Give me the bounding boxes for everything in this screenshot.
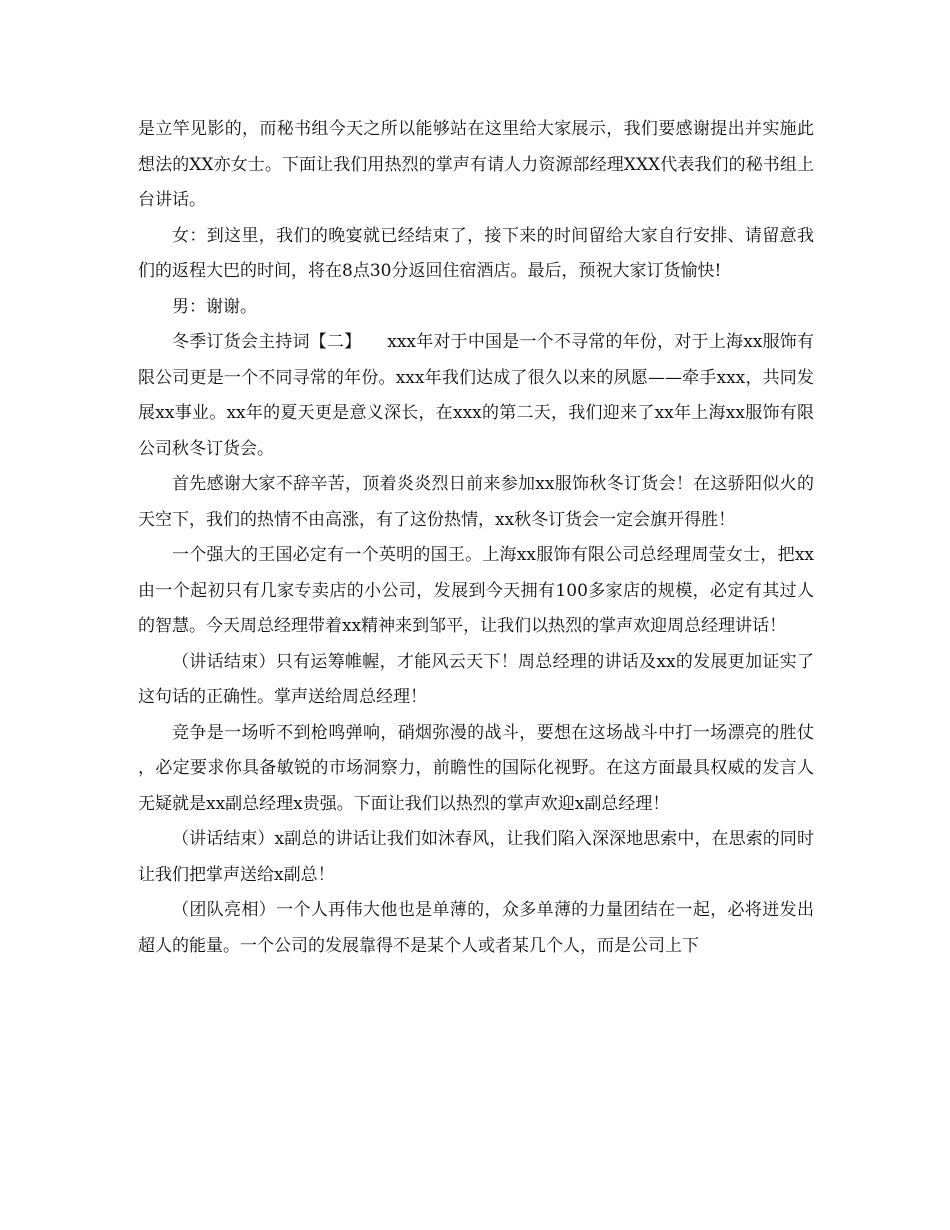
paragraph-1: 是立竿见影的，而秘书组今天之所以能够站在这里给大家展示，我们要感谢提出并实施此想法的XX亦女士。下面让我们用热烈的掌声有请人力资源部经理XXX代表我们的秘书组上台讲话。 [138, 119, 814, 210]
paragraph-5: 首先感谢大家不辞辛苦，顶着炎炎烈日前来参加xx服饰秋冬订货会！在这骄阳似火的天空下，我们的热情不由高涨，有了这份热情，xx秋冬订货会一定会旗开得胜！ [138, 474, 814, 530]
paragraph-8: 竞争是一场听不到枪鸣弹响，硝烟弥漫的战斗，要想在这场战斗中打一场漂亮的胜仗，必定要求你具备敏锐的市场洞察力，前瞻性的国际化视野。在这方面最具权威的发言人无疑就是xx副总经理x贵强。下面让我们以热烈的掌声欢迎x副总经理！ [138, 722, 814, 814]
paragraph-3: 男：谢谢。 [172, 296, 257, 317]
document-body [138, 112, 814, 964]
paragraph-9: （讲话结束）x副总的讲话让我们如沐春风，让我们陷入深深地思索中，在思索的同时让我们把掌声送给x副总！ [138, 829, 814, 885]
paragraph-2: 女：到这里，我们的晚宴就已经结束了，接下来的时间留给大家自行安排、请留意我们的返程大巴的时间，将在8点30分返回住宿酒店。最后，预祝大家订货愉快! [138, 225, 814, 281]
paragraph-7: （讲话结束）只有运筹帷幄，才能风云天下！周总经理的讲话及xx的发展更加证实了这句话的正确性。掌声送给周总经理！ [138, 651, 814, 707]
paragraph-6: 一个强大的王国必定有一个英明的国王。上海xx服饰有限公司总经理周莹女士，把xx由一个起初只有几家专卖店的小公司，发展到今天拥有100多家店的规模，必定有其过人的智慧。今天周总经理带着xx精神来到邹平，让我们以热烈的掌声欢迎周总经理讲话！ [138, 545, 814, 636]
paragraph-10: （团队亮相）一个人再伟大他也是单薄的，众多单薄的力量团结在一起，必将迸发出超人的能量。一个公司的发展靠得不是某个人或者某几个人，而是公司上下 [138, 900, 814, 956]
paragraph-4: 冬季订货会主持词【二】 xxx年对于中国是一个不寻常的年份，对于上海xx服饰有限公司更是一个不同寻常的年份。xxx年我们达成了很久以来的夙愿——牵手xxx，共同发展xx事业。xx年的夏天更是意义深长，在xxx的第二天，我们迎来了xx年上海xx服饰有限公司秋冬订货会。 [138, 332, 814, 459]
